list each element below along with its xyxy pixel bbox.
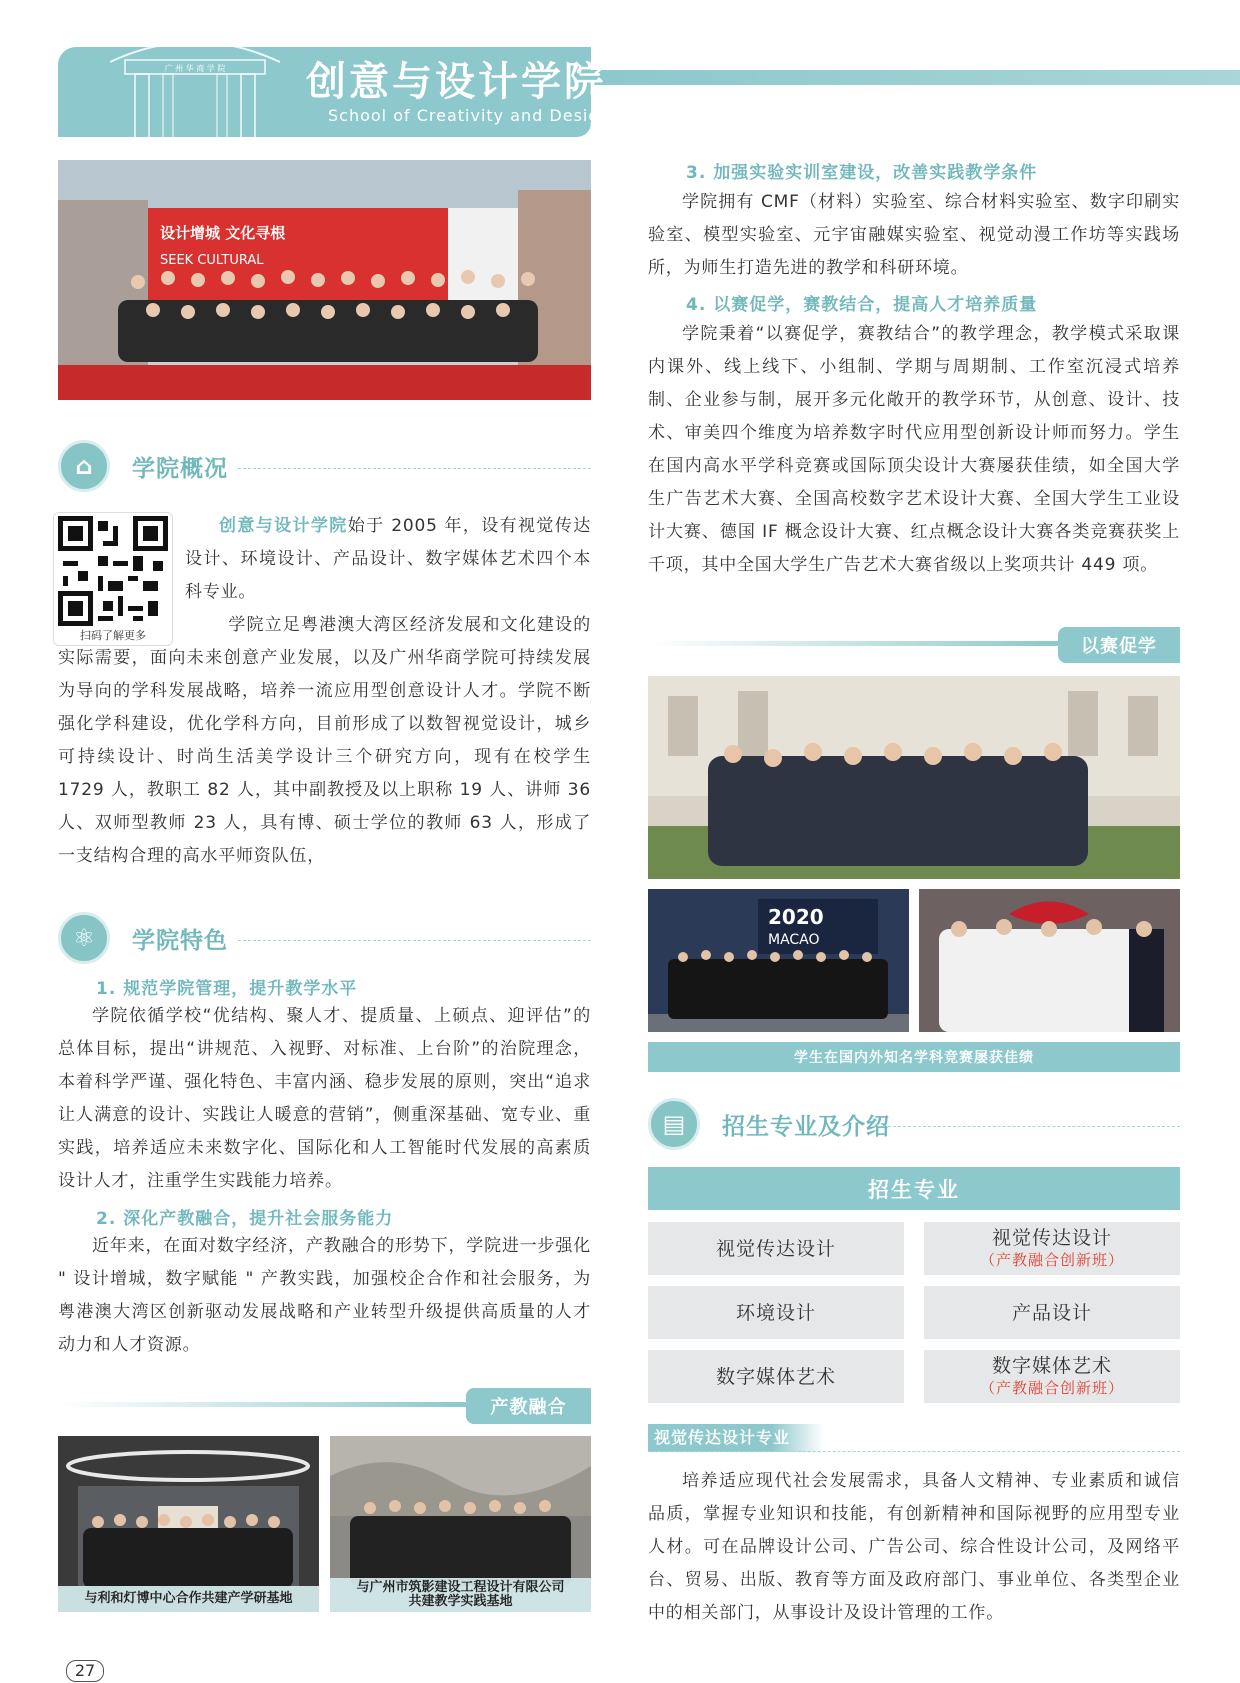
competition-tag: 以赛促学	[1058, 627, 1180, 663]
college-emblem-icon: ⌂	[58, 440, 110, 492]
section-features-heading: ⚛ 学院特色	[58, 912, 591, 964]
industry-tag-rule	[58, 1402, 468, 1407]
feature-1-text: 学院依循学校“优结构、聚人才、提质量、上硕点、迎评估”的总体目标，提出“讲规范、入视野、对标准、上台阶”的治院理念，本着科学严谨、强化特色、丰富内涵、稳步发展的原则，突出“追求让人满意的设计、实践让人暖意的营销”，侧重深基础、宽专业、重实践，培养适应未来数字化、国际化和人工智能时代发展的高素质设计人才，注重学生实践能力培养。	[58, 1006, 591, 1191]
photo-reddot-award	[919, 889, 1180, 1032]
industry-tag: 产教融合	[466, 1388, 591, 1424]
major-cell: 视觉传达设计	[648, 1222, 904, 1275]
page-subtitle: School of Creativity and Design	[328, 106, 611, 125]
campus-gate-icon	[95, 30, 295, 140]
macao-sign-year: 2020	[768, 905, 824, 929]
page-title: 创意与设计学院	[306, 59, 607, 105]
atom-icon: ⚛	[58, 912, 110, 964]
photo-students-abroad	[648, 676, 1180, 879]
section-overview-heading: ⌂ 学院概况	[58, 440, 591, 492]
header-rule	[590, 70, 1240, 85]
feature-2-text: 近年来，在面对数字经济，产教融合的形势下，学院进一步强化 " 设计增城，数字赋能 " 产教实践，加强校企合作和社会服务，为粤港澳大湾区创新驱动发展战略和产业转型升级提供高质量的人才动力和人才资源。	[58, 1236, 591, 1355]
board-slogan-en: SEEK CULTURAL	[160, 253, 264, 268]
major-cell: 环境设计	[648, 1286, 904, 1339]
qr-caption: 扫码了解更多	[80, 629, 146, 642]
page-number: 27	[66, 1660, 104, 1682]
group-photo-exhibition	[58, 160, 591, 400]
macao-sign-text: MACAO	[768, 932, 820, 948]
board-slogan: 设计增城 文化寻根	[160, 224, 286, 242]
book-icon: ▤	[648, 1098, 700, 1150]
majors-table-header: 招生专业	[648, 1167, 1180, 1210]
overview-text: 创意与设计学院始于 2005 年，设有视觉传达设计、环境设计、产品设计、数字媒体艺术四个本科专业。 学院立足粤港澳大湾区经济发展和文化建设的实际需要，面向未来创意产业发展，以及广州华商学院可持续发展为导向的学科发展战略，培养一流应用型创意设计人才。学院不断强化学科建设，优化学科方向，目前形成了以数智视觉设计，城乡可持续设计、时尚生活美学设计三个研究方向，现有在校学生 1729 人，教职工 82 人，其中副教授及以上职称 19 人、讲师 36 人、双师型教师 23 人，具有博、硕士学位的教师 63 人，形成了一支结构合理的高水平师资队伍，	[58, 516, 591, 866]
feature-4-title: 4. 以赛促学，赛教结合，提高人才培养质量	[686, 295, 1038, 315]
competition-tag-rule	[648, 641, 1060, 646]
feature-3-title: 3. 加强实验实训室建设，改善实践教学条件	[686, 163, 1038, 183]
photo-lighting-center	[58, 1436, 319, 1612]
visual-communication-text: 培养适应现代社会发展需求，具备人文精神、专业素质和诚信品质，掌握专业知识和技能，有创新精神和国际视野的应用型专业人材。可在品牌设计公司、广告公司、综合性设计公司，及网络平台、贸易、出版、教育等方面及政府部门、事业单位、各类型企业中的相关部门，从事设计及设计管理的工作。	[648, 1471, 1180, 1623]
section-majors-heading: ▤ 招生专业及介绍	[648, 1098, 1180, 1150]
gate-sign: 广 州 华 商 学 院	[164, 64, 226, 73]
feature-2-title: 2. 深化产教融合，提升社会服务能力	[96, 1209, 394, 1229]
visual-communication-tag: 视觉传达设计专业	[648, 1424, 824, 1452]
photo-lighting-caption: 与利和灯博中心合作共建产学研基地	[58, 1586, 319, 1612]
feature-4-text: 学院秉着“以赛促学，赛教结合”的教学理念，教学模式采取课内课外、线上线下、小组制、学期与周期制、工作室沉浸式培养制、企业参与制，展开多元化敞开的教学环节，从创意、设计、技术、审美四个维度为培养数字时代应用型创新设计师而努力。学生在国内高水平学科竞赛或国际顶尖设计大赛屡获佳绩，如全国大学生广告艺术大赛、全国高校数字艺术设计大赛、全国大学生工业设计大赛、德国 IF 概念设计大赛、红点概念设计大赛各类竞赛获奖上千项，其中全国大学生广告艺术大赛省级以上奖项共计 449 项。	[648, 324, 1180, 575]
major-cell: 数字媒体艺术 （产教融合创新班）	[924, 1350, 1180, 1403]
photo-macao-award	[648, 889, 909, 1032]
college-name: 创意与设计学院	[219, 516, 348, 536]
competition-caption: 学生在国内外知名学科竞赛屡获佳绩	[648, 1042, 1180, 1072]
major-cell: 产品设计	[924, 1286, 1180, 1339]
feature-3-text: 学院拥有 CMF（材料）实验室、综合材料实验室、数字印刷实验室、模型实验室、元宇宙融媒实验室、视觉动漫工作坊等实践场所，为师生打造先进的教学和科研环境。	[648, 192, 1180, 278]
photo-zhuying-company	[330, 1436, 591, 1612]
visual-communication-rule	[648, 1451, 1180, 1452]
major-cell: 视觉传达设计 （产教融合创新班）	[924, 1222, 1180, 1275]
major-cell: 数字媒体艺术	[648, 1350, 904, 1403]
photo-zhuying-caption: 与广州市筑影建设工程设计有限公司 共建教学实践基地	[330, 1578, 591, 1612]
feature-1-title: 1. 规范学院管理，提升教学水平	[96, 979, 358, 999]
